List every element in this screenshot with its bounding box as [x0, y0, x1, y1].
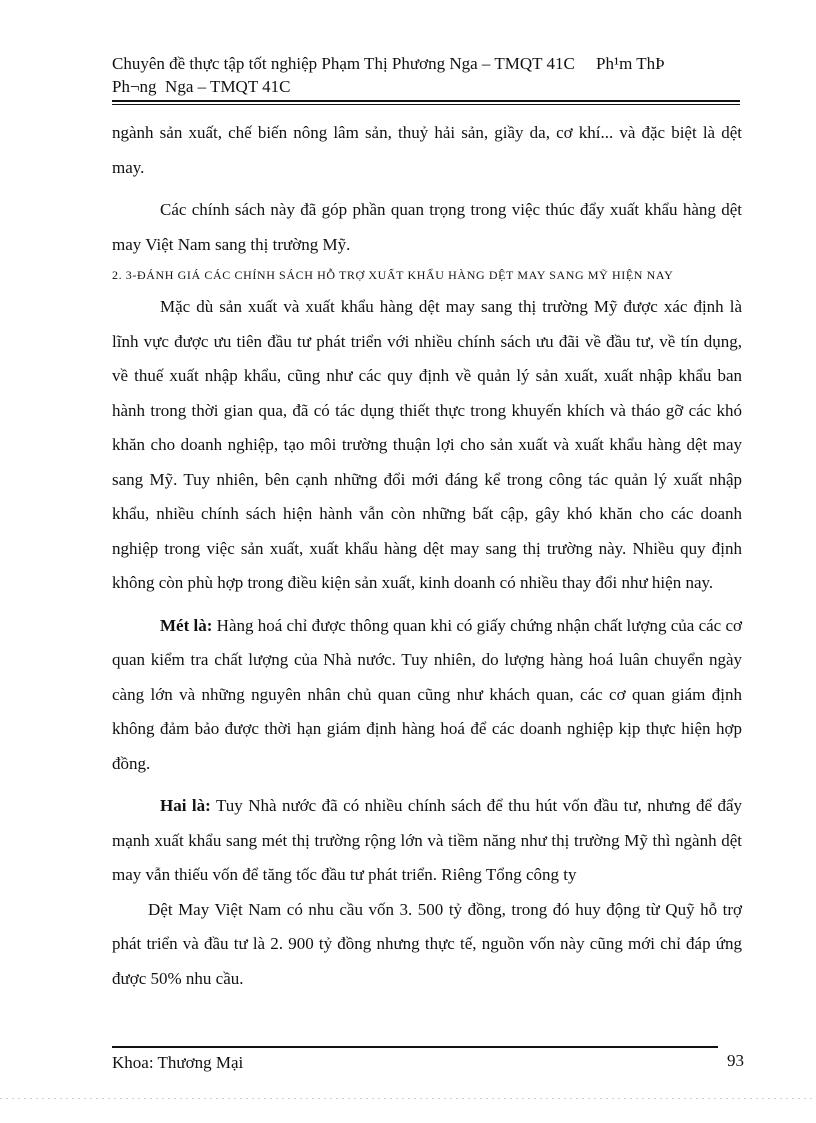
second-point-lead: Hai là: [160, 796, 211, 815]
body-text [112, 116, 742, 996]
paragraph-policies: Các chính sách này đã góp phần quan trọng trong việc thúc đẩy xuất khẩu hàng dệt may Việt Nam sang thị trường Mỹ. [112, 200, 742, 254]
header-rule-thick [112, 100, 740, 102]
second-point-text: Tuy Nhà nước đã có nhiều chính sách để thu hút vốn đầu tư, nhưng để đẩy mạnh xuất khẩu sang mét thị trường rộng lớn và tiềm năng như thị trường Mỹ thì ngành dệt may vẫn thiếu vốn để tăng tốc đầu tư phát triển. Riêng Tổng công ty [112, 796, 742, 884]
page-edge-dots [0, 1098, 816, 1099]
first-point-lead: Mét là: [160, 615, 213, 635]
paragraph-second-point [112, 789, 742, 893]
paragraph-capital: Dệt May Việt Nam có nhu cầu vốn 3. 500 tỷ đồng, trong đó huy động từ Quỹ hỗ trợ phát triển và đầu tư là 2. 900 tỷ đồng nhưng thực tế, nguồn vốn này cũng mới chỉ đáp ứng được 50% nhu cầu. [112, 899, 742, 988]
header-line-2: Ph¬ng Nga – TMQT 41C [112, 77, 291, 96]
section-heading: 2. 3-ĐÁNH GIÁ CÁC CHÍNH SÁCH HỖ TRỢ XUẤT KHẨU HÀNG DỆT MAY SANG MỸ HIỆN NAY [112, 268, 674, 282]
footer-rule [112, 1046, 718, 1048]
footer-faculty: Khoa: Thương Mại [112, 1053, 244, 1072]
header-line-1: Chuyên đề thực tập tốt nghiệp Phạm Thị Phương Nga – TMQT 41C Ph¹m ThÞ [112, 54, 665, 73]
page-number: 93 [727, 1051, 744, 1070]
page-header [112, 52, 742, 98]
header-rule-thin [112, 104, 740, 105]
paragraph-continuation: ngành sản xuất, chế biến nông lâm sản, thuỷ hải sản, giầy da, cơ khí... và đặc biệt là dệt may. [112, 123, 742, 177]
paragraph-evaluation: Mặc dù sản xuất và xuất khẩu hàng dệt may sang thị trường Mỹ được xác định là lĩnh vực được ưu tiên đầu tư phát triển với nhiều chính sách ưu đãi về đầu tư, về tín dụng, về thuế xuất nhập khẩu, cũng như các quy định về quản lý sản xuất, xuất nhập khẩu ban hành trong thời gian qua, đã có tác dụng thiết thực trong khuyến khích và tháo gỡ các khó khăn cho doanh nghiệp, tạo môi trường thuận lợi cho sản xuất và xuất khẩu hàng dệt may sang Mỹ. Tuy nhiên, bên cạnh những đổi mới đáng kể trong công tác quản lý xuất nhập khẩu, nhiều chính sách hiện hành vẫn còn những bất cập, gây khó khăn cho các doanh nghiệp trong việc sản xuất, xuất khẩu hàng dệt may sang thị trường này. Nhiều quy định không còn phù hợp trong điều kiện sản xuất, kinh doanh có nhiều thay đổi như hiện nay. [112, 297, 742, 592]
paragraph-first-point [112, 609, 742, 782]
first-point-text: Hàng hoá chỉ được thông quan khi có giấy chứng nhận chất lượng của các cơ quan kiểm tra chất lượng của Nhà nước. Tuy nhiên, do lượng hàng hoá luân chuyển ngày càng lớn và những nguyên nhân chủ quan cũng như khách quan, các cơ quan giám định không đảm bảo được thời hạn giám định hàng hoá để các doanh nghiệp kịp thực hiện hợp đồng. [112, 615, 743, 773]
